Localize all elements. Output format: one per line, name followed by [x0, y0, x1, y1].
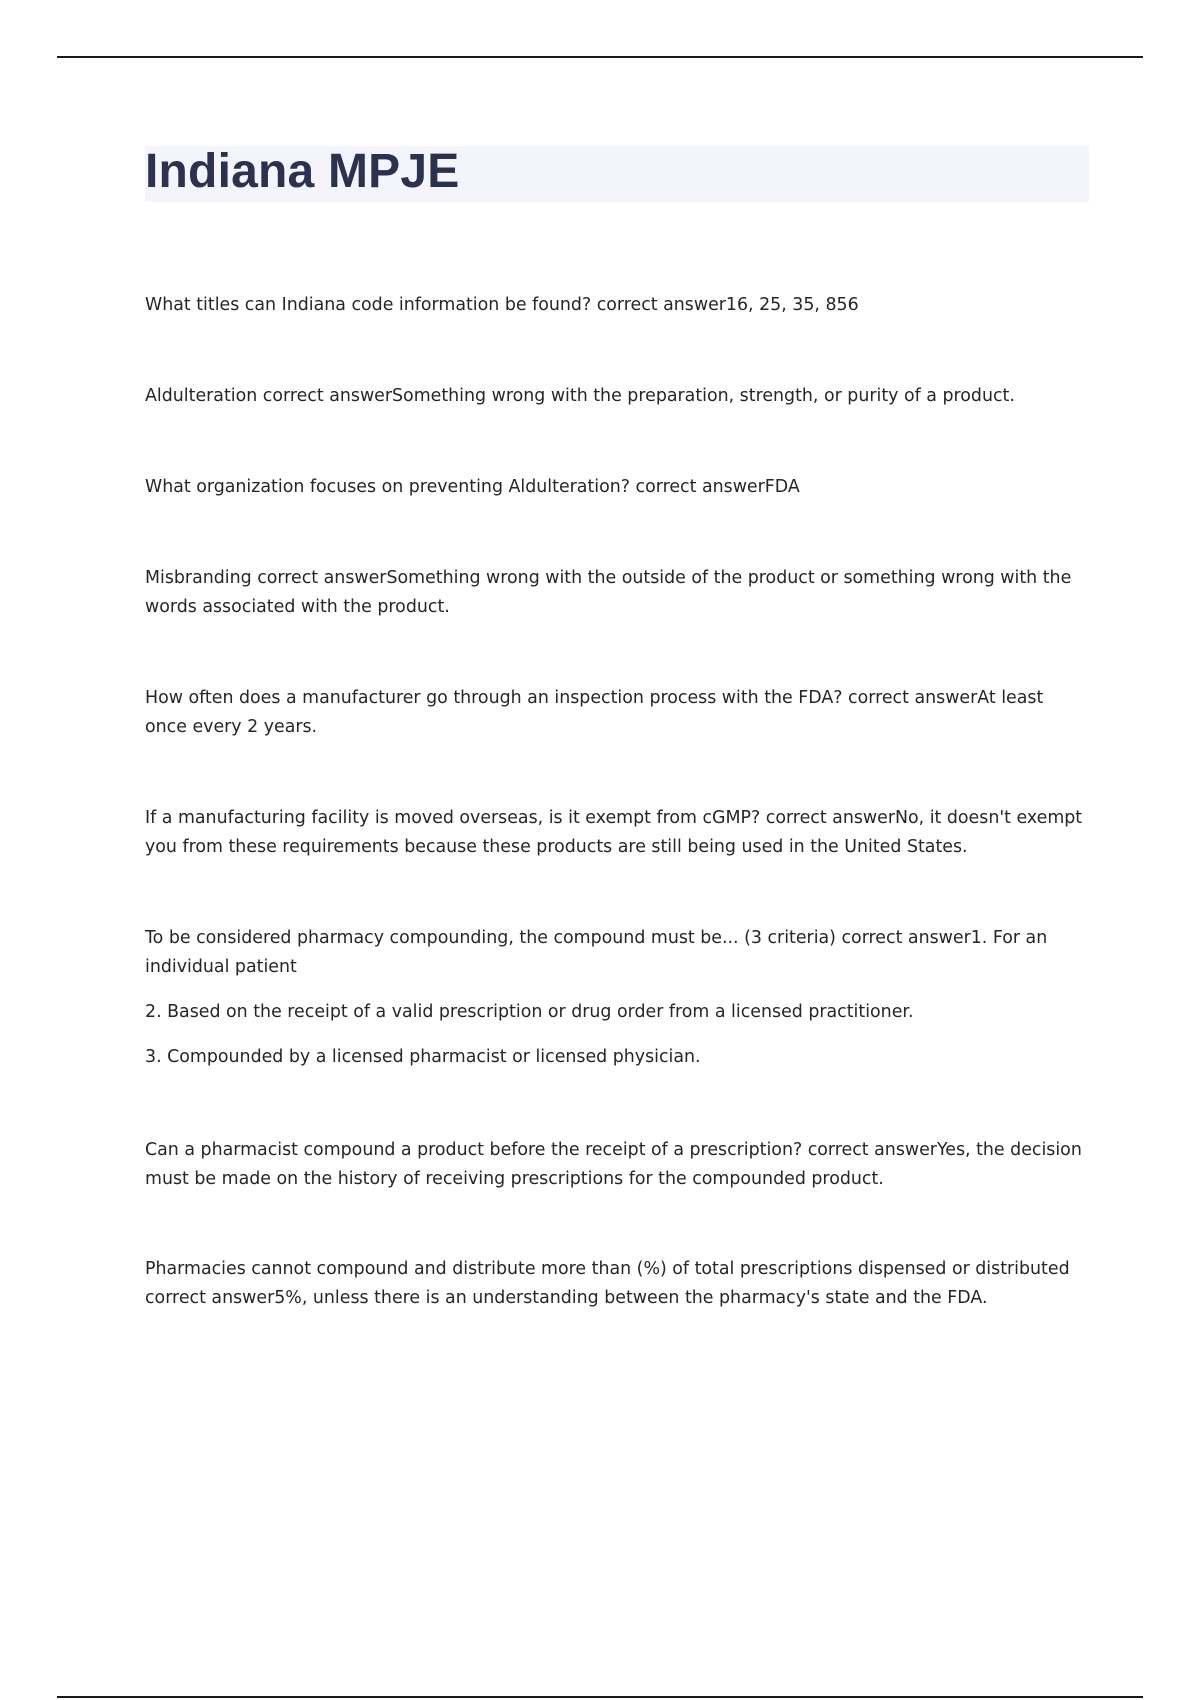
qa-text: 3. Compounded by a licensed pharmacist or licensed physician.: [145, 1047, 701, 1067]
qa-item-8: [145, 1136, 1090, 1194]
qa-item-6: [145, 804, 1090, 862]
qa-item-2: [145, 382, 1090, 411]
qa-text: 2. Based on the receipt of a valid prescription or drug order from a licensed practitioner.: [145, 1002, 914, 1022]
qa-item-7: [145, 924, 1090, 1072]
qa-text: If a manufacturing facility is moved overseas, is it exempt from cGMP? correct answerNo, it doesn't exempt you from these requirements because these products are still being used in the United States.: [145, 808, 1083, 857]
qa-text: Pharmacies cannot compound and distribute more than (%) of total prescriptions dispensed or distributed correct answer5%, unless there is an understanding between the pharmacy's state and the FDA.: [145, 1259, 1070, 1308]
qa-item-9: [145, 1255, 1090, 1313]
qa-text: Aldulteration correct answerSomething wrong with the preparation, strength, or purity of a product.: [145, 386, 1015, 406]
bottom-rule: [57, 1696, 1143, 1698]
qa-text: To be considered pharmacy compounding, the compound must be... (3 criteria) correct answer1. For an individual patient: [145, 928, 1048, 977]
qa-text: How often does a manufacturer go through an inspection process with the FDA? correct answerAt least once every 2 years.: [145, 688, 1044, 737]
qa-item-4: [145, 564, 1090, 622]
top-rule: [57, 56, 1143, 58]
qa-item-1: [145, 291, 1090, 320]
qa-text: Can a pharmacist compound a product before the receipt of a prescription? correct answerYes, the decision must be made on the history of receiving prescriptions for the compounded product.: [145, 1140, 1082, 1189]
qa-text: What titles can Indiana code information be found? correct answer16, 25, 35, 856: [145, 295, 859, 315]
qa-item-5: [145, 684, 1090, 742]
qa-item-3: [145, 473, 1090, 502]
qa-text: Misbranding correct answerSomething wrong with the outside of the product or something wrong with the words associated with the product.: [145, 568, 1072, 617]
document-title: Indiana MPJE: [145, 145, 460, 198]
qa-text: What organization focuses on preventing Aldulteration? correct answerFDA: [145, 477, 800, 497]
